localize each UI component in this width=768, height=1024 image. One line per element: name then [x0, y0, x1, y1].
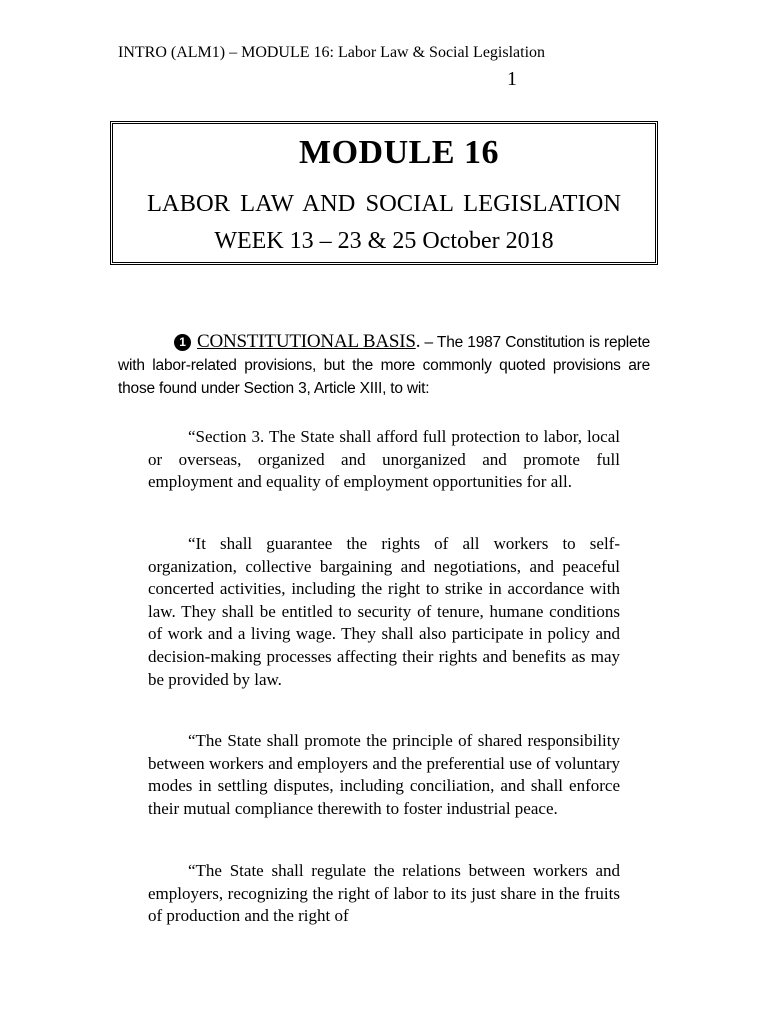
page-number: 1: [507, 68, 517, 90]
section-heading-punctuation: .: [415, 331, 421, 352]
running-header: INTRO (ALM1) – MODULE 16: Labor Law & Social Legislation: [118, 44, 546, 61]
numbered-bullet-icon: 1: [174, 334, 191, 351]
week-line: WEEK 13 – 23 & 25 October 2018: [214, 228, 554, 254]
quote-paragraph: [148, 426, 620, 494]
section-intro-text: – The 1987 Constitution is replete with labor-related provisions, but the more commonly quoted provisions are those found under Section 3, Article XIII, to wit:: [118, 334, 650, 397]
section-lead: [118, 331, 421, 352]
quote-paragraph: [148, 730, 620, 820]
quote-text: “The State shall regulate the relations between workers and employers, recognizing the right of labor to its just share in the fruits of production and the right of: [148, 861, 620, 926]
section-intro-paragraph: [118, 330, 650, 400]
module-title: MODULE 16: [299, 134, 499, 171]
quote-text: “It shall guarantee the rights of all workers to self-organization, collective bargaining and negotiations, and peaceful concerted activities, including the right to strike in accordance with law. They shall be entitled to security of tenure, humane conditions of work and a living wage. They shall also participate in policy and decision-making processes affecting their rights and benefits as may be provided by law.: [148, 534, 620, 689]
quote-paragraph: [148, 860, 620, 928]
quote-text: “The State shall promote the principle of shared responsibility between workers and employers and the preferential use of voluntary modes in settling disputes, including conciliation, and shall enforce their mutual compliance therewith to foster industrial peace.: [148, 731, 620, 818]
title-box: [110, 121, 658, 265]
quote-text: “Section 3. The State shall afford full protection to labor, local or overseas, organized and unorganized and promote full employment and equality of employment opportunities for all.: [148, 427, 620, 492]
section-heading: CONSTITUTIONAL BASIS: [197, 331, 416, 352]
module-subtitle: LABOR LAW AND SOCIAL LEGISLATION: [146, 190, 622, 217]
quote-paragraph: [148, 533, 620, 691]
